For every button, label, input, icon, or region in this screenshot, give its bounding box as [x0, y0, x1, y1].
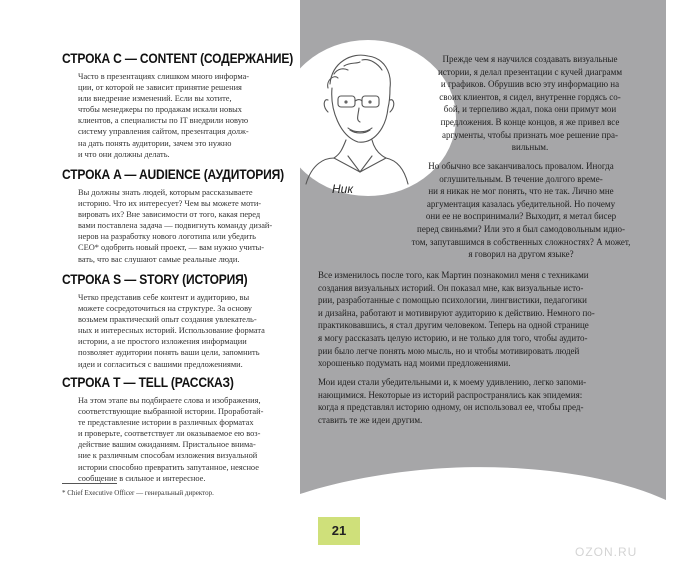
text-line: оглушительным. В течение долгого време-	[439, 173, 603, 184]
paragraph-2	[392, 160, 650, 261]
section-heading-tell: СТРОКА T — TELL (РАССКАЗ)	[62, 374, 234, 390]
text-line: когда я представлял историю одному, он использовал ее, чтобы пред-	[318, 402, 584, 413]
text-line: можете сосредоточиться на структуре. За основу	[78, 304, 252, 314]
text-line: ции, от которой не зависит принятие решения	[78, 83, 242, 93]
text-line: Все изменилось после того, как Мартин познакомил меня с техниками	[318, 270, 589, 280]
text-line: те представление истории в различных форматах	[78, 418, 254, 428]
page-number: 21	[318, 517, 360, 545]
text-line: предложения. В конце концов, я же привел все	[440, 116, 620, 127]
text-line: соответствующие выбранной истории. Проработай-	[78, 407, 264, 417]
text-line: Часто в презентациях слишком много информа-	[78, 72, 250, 81]
footnote: * Chief Executive Officer — генеральный директор.	[62, 489, 214, 497]
text-line: чтобы менеджеры по продажам искали новых	[78, 105, 242, 115]
text-line: ние к различным способам изложения визуальной	[78, 451, 258, 461]
text-line: истории, а не простого изложения информации	[78, 337, 247, 347]
text-line: Мои идеи стали убедительными и, к моему удивлению, легко запоми-	[318, 377, 587, 387]
text-line: и дизайна, работают и мотивируют аудиторию к действию. Немного по-	[318, 307, 595, 318]
text-line: перед свиньями? Или это я был самодовольным идио-	[417, 223, 625, 234]
text-line: вать, что вас слушают самые реальные люди.	[78, 254, 240, 264]
section-heading-story: СТРОКА S — STORY (ИСТОРИЯ)	[62, 271, 248, 287]
footnote-divider	[62, 483, 117, 484]
section-body-tell	[78, 395, 282, 484]
text-line: истории, я делал презентации с кучей диаграмм	[437, 66, 623, 77]
text-line: бой, и терпеливо ждал, пока они примут мои	[443, 104, 617, 115]
text-line: истории способно превратить запутанное, неясное	[78, 462, 259, 472]
paragraph-1	[410, 53, 650, 154]
text-line: нающимися. Некоторые из историй распространялись как эпидемия:	[318, 389, 583, 400]
text-line: практиковавшись, я стал другим человеком. Теперь на одной странице	[318, 320, 589, 331]
section-body-content	[78, 71, 282, 160]
text-line: и что они должны делать.	[78, 149, 170, 159]
text-line: они ее не воспринимали? Выходит, я метал бисер	[425, 211, 617, 222]
portrait-caption: Ник	[332, 182, 354, 196]
text-line: или внедрение изменений. Если вы хотите,	[78, 94, 232, 104]
text-line: своих клиентов, я сидел, внутренне гордясь со-	[439, 91, 621, 102]
text-line: идеи и согласиться с вашими предложениями.	[78, 359, 243, 369]
text-line: я говорил на другом языке?	[468, 249, 574, 260]
text-line: историю. Что их интересует? Чем вы можете моти-	[78, 199, 262, 209]
text-line: Вы должны знать людей, которым рассказываете	[78, 188, 253, 197]
text-line: я могу рассказать целую историю, и не только для того, чтобы аудито-	[318, 332, 588, 343]
text-line: вировать их? Вне зависимости от того, какая перед	[78, 210, 261, 220]
text-line: вами поставлена задача — подвигнуть команду дизай-	[78, 221, 273, 231]
text-line: действие вашим ожиданиям. Пристальное внима-	[78, 440, 256, 450]
text-line: сообщение в сильное и интересное.	[78, 473, 206, 483]
watermark: OZON.RU	[575, 545, 638, 559]
text-line: неров на разработку нового логотипа или убедить	[78, 232, 256, 242]
text-line: Четко представив себе контент и аудиторию, вы	[78, 293, 250, 302]
text-line: систему управления сайтом, презентация долж-	[78, 127, 249, 137]
text-line: На этом этапе вы подбираете слова и изображения,	[78, 396, 261, 405]
section-heading-content: СТРОКА С — CONTENT (СОДЕРЖАНИЕ)	[62, 50, 294, 66]
text-line: том, запутавшимся в собственных сложностях? А может,	[411, 236, 631, 247]
text-line: вильным.	[511, 142, 549, 153]
section-heading-audience: СТРОКА A — AUDIENCE (АУДИТОРИЯ)	[62, 166, 284, 182]
text-line: Но обычно все заканчивалось провалом. Иногда	[428, 161, 614, 171]
text-line: на дать понять аудитории, зачем это нужно	[78, 138, 232, 148]
text-line: аргументы, чтобы признать мое решение пра-	[442, 129, 618, 140]
text-line: клиентов, а специалисты по IT внедрили новую	[78, 116, 249, 126]
paragraph-4	[318, 376, 656, 426]
text-line: ни я никак не мог понять, что не так. Лично мне	[428, 186, 614, 197]
section-body-audience	[78, 187, 282, 265]
text-line: хорошенько подумать над моими предложениями.	[318, 358, 511, 369]
text-line: и графиков. Обрушив всю эту информацию на	[440, 79, 620, 90]
text-line: аргументация казалась убедительной. Но почему	[426, 198, 616, 209]
text-line: позволяет аудитории понять ваши цели, запомнить	[78, 348, 260, 358]
text-line: создания визуальных историй. Он показал мне, как визуальные исто-	[318, 282, 584, 293]
text-line: CEO* одобрить новый проект, — вам нужно учиты-	[78, 243, 265, 253]
text-line: ных и интересных историй. Использование формата	[78, 326, 265, 336]
text-line: Прежде чем я научился создавать визуальные	[442, 54, 618, 64]
text-line: рии было легче понять мою мысль, но и чтобы мотивировать людей	[318, 345, 580, 356]
text-line: ставить те же идеи другим.	[318, 414, 423, 425]
text-line: рии, разработанные с помощью психологии, лингвистики, педагогики	[318, 295, 587, 306]
text-line: и проверьте, соответствует ли оказываемое ею воз-	[78, 429, 261, 439]
paragraph-3	[318, 269, 656, 370]
section-body-story	[78, 292, 282, 370]
text-line: возьмем практический опыт создания увлекатель-	[78, 315, 257, 325]
